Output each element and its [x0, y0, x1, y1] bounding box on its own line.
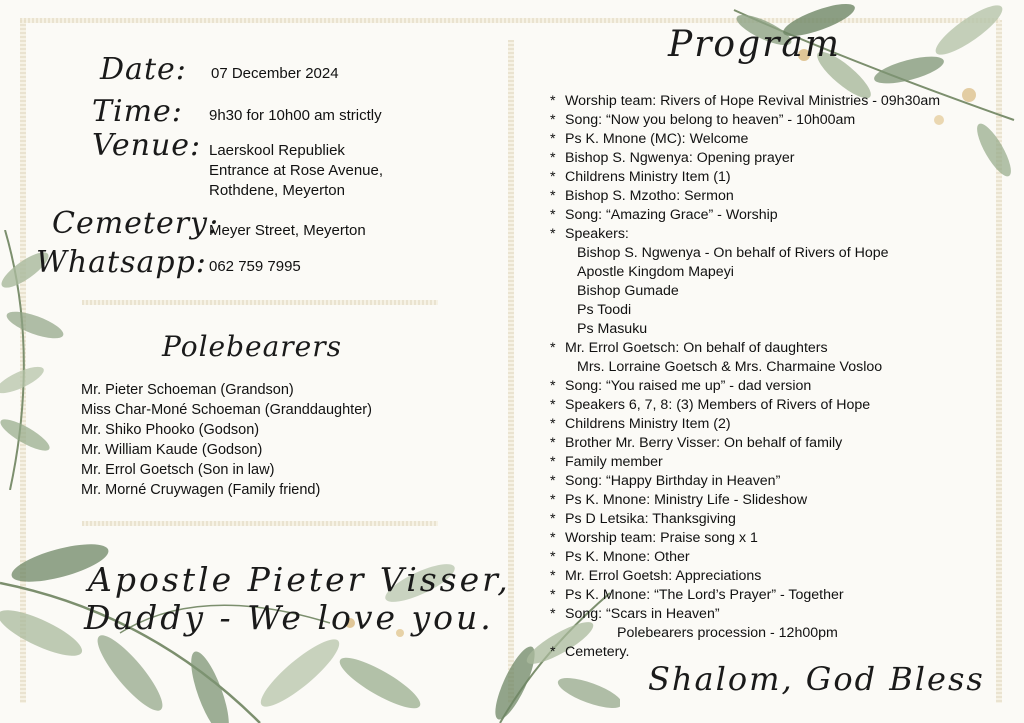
program-item [550, 567, 940, 586]
program-item-text: Bishop S. Ngwenya - On behalf of Rivers of Hope [577, 245, 889, 261]
bullet-icon: * [550, 644, 556, 660]
program-item-text: Bishop Gumade [577, 283, 679, 299]
venue-line-1: Laerskool Republiek [209, 142, 345, 159]
polebearer-name: Mr. Errol Goetsch (Son in law) [81, 462, 275, 478]
polebearer-name: Miss Char-Moné Schoeman (Granddaughter) [81, 402, 372, 418]
polebearer-name: Mr. Shiko Phooko (Godson) [81, 422, 260, 438]
polebearer-name: Mr. Morné Cruywagen (Family friend) [81, 482, 321, 498]
bullet-icon: * [550, 606, 556, 622]
program-item-text: Ps K. Mnone: “The Lord’s Prayer” - Together [565, 587, 844, 603]
program-item-text: Song: “Now you belong to heaven” - 10h00am [565, 112, 856, 128]
program-item [550, 548, 940, 567]
bullet-icon: * [550, 93, 556, 109]
closing-blessing: Shalom, God Bless [648, 660, 985, 698]
polebearer-name: Mr. Pieter Schoeman (Grandson) [81, 382, 294, 398]
bullet-icon: * [550, 397, 556, 413]
program-item [550, 510, 940, 529]
bullet-icon: * [550, 207, 556, 223]
program-item [550, 244, 940, 263]
program-item-text: Ps Toodi [577, 302, 632, 318]
program-item [550, 111, 940, 130]
bullet-icon: * [550, 188, 556, 204]
bullet-icon: * [550, 568, 556, 584]
program-item [550, 320, 940, 339]
date-value: 07 December 2024 [211, 65, 339, 82]
date-label: Date: [100, 52, 187, 87]
venue-label: Venue: [92, 128, 202, 163]
bullet-icon: * [550, 112, 556, 128]
bullet-icon: * [550, 340, 556, 356]
program-item [550, 225, 940, 244]
program-item-text: Song: “Scars in Heaven” [565, 606, 720, 622]
program-item-text: Speakers 6, 7, 8: (3) Members of Rivers of Hope [565, 397, 871, 413]
venue-line-2: Entrance at Rose Avenue, [209, 162, 384, 179]
program-item-text: Song: “Happy Birthday in Heaven” [565, 473, 781, 489]
whatsapp-label: Whatsapp: [36, 245, 207, 280]
program-item [550, 586, 940, 605]
program-item-text: Song: “Amazing Grace” - Worship [565, 207, 778, 223]
program-item-text: Ps K. Mnone (MC): Welcome [565, 131, 749, 147]
program-item [550, 301, 940, 320]
bullet-icon: * [550, 435, 556, 451]
bullet-icon: * [550, 226, 556, 242]
program-item [550, 377, 940, 396]
bullet-icon: * [550, 169, 556, 185]
program-item-text: Ps D Letsika: Thanksgiving [565, 511, 736, 527]
bullet-icon: * [550, 131, 556, 147]
program-list [550, 92, 940, 662]
program-item-text: Family member [565, 454, 663, 470]
program-item-text: Cemetery. [565, 644, 630, 660]
time-value: 9h30 for 10h00 am strictly [209, 107, 382, 124]
program-item [550, 396, 940, 415]
program-item [550, 206, 940, 225]
program-item-text: Mrs. Lorraine Goetsch & Mrs. Charmaine Vosloo [577, 359, 883, 375]
bullet-icon: * [550, 530, 556, 546]
program-item-text: Ps Masuku [577, 321, 648, 337]
program-item [550, 168, 940, 187]
program-item-text: Worship team: Praise song x 1 [565, 530, 758, 546]
program-item [550, 130, 940, 149]
program-item-text: Apostle Kingdom Mapeyi [577, 264, 734, 280]
bullet-icon: * [550, 416, 556, 432]
program-item-text: Mr. Errol Goetsch: On behalf of daughters [565, 340, 828, 356]
bullet-icon: * [550, 473, 556, 489]
bullet-icon: * [550, 454, 556, 470]
program-item [550, 624, 940, 643]
bullet-icon: * [550, 492, 556, 508]
program-item [550, 149, 940, 168]
dedication-line-2: Daddy - We love you. [84, 598, 494, 637]
polebearers-title: Polebearers [162, 330, 342, 363]
program-item [550, 415, 940, 434]
venue-line-3: Rothdene, Meyerton [209, 182, 345, 199]
whatsapp-value: 062 759 7995 [209, 258, 301, 275]
program-item [550, 263, 940, 282]
program-item [550, 339, 940, 358]
program-item [550, 472, 940, 491]
program-item [550, 491, 940, 510]
polebearers-list [81, 380, 372, 500]
program-item [550, 453, 940, 472]
program-item-text: Childrens Ministry Item (1) [565, 169, 731, 185]
program-item [550, 605, 940, 624]
cemetery-value: Meyer Street, Meyerton [209, 222, 366, 239]
program-item [550, 434, 940, 453]
program-item [550, 187, 940, 206]
bullet-icon: * [550, 378, 556, 394]
program-item-text: Polebearers procession - 12h00pm [617, 625, 838, 641]
program-item [550, 358, 940, 377]
program-title: Program [668, 24, 841, 65]
program-item-text: Song: “You raised me up” - dad version [565, 378, 812, 394]
program-item-text: Brother Mr. Berry Visser: On behalf of family [565, 435, 843, 451]
bullet-icon: * [550, 549, 556, 565]
bullet-icon: * [550, 511, 556, 527]
program-item [550, 282, 940, 301]
program-item-text: Ps K. Mnone: Ministry Life - Slideshow [565, 492, 808, 508]
program-item-text: Worship team: Rivers of Hope Revival Ministries - 09h30am [565, 93, 941, 109]
cemetery-label: Cemetery: [52, 206, 220, 241]
bullet-icon: * [550, 150, 556, 166]
program-item-text: Mr. Errol Goetsh: Appreciations [565, 568, 762, 584]
bullet-icon: * [550, 587, 556, 603]
program-item-text: Childrens Ministry Item (2) [565, 416, 731, 432]
divider-top [82, 300, 438, 305]
program-item-text: Bishop S. Mzotho: Sermon [565, 188, 734, 204]
dedication-line-1: Apostle Pieter Visser, [88, 560, 511, 599]
program-item [550, 92, 940, 111]
time-label: Time: [92, 94, 183, 129]
program-item [550, 529, 940, 548]
program-item-text: Speakers: [565, 226, 629, 242]
program-item-text: Ps K. Mnone: Other [565, 549, 690, 565]
polebearer-name: Mr. William Kaude (Godson) [81, 442, 263, 458]
program-item-text: Bishop S. Ngwenya: Opening prayer [565, 150, 795, 166]
